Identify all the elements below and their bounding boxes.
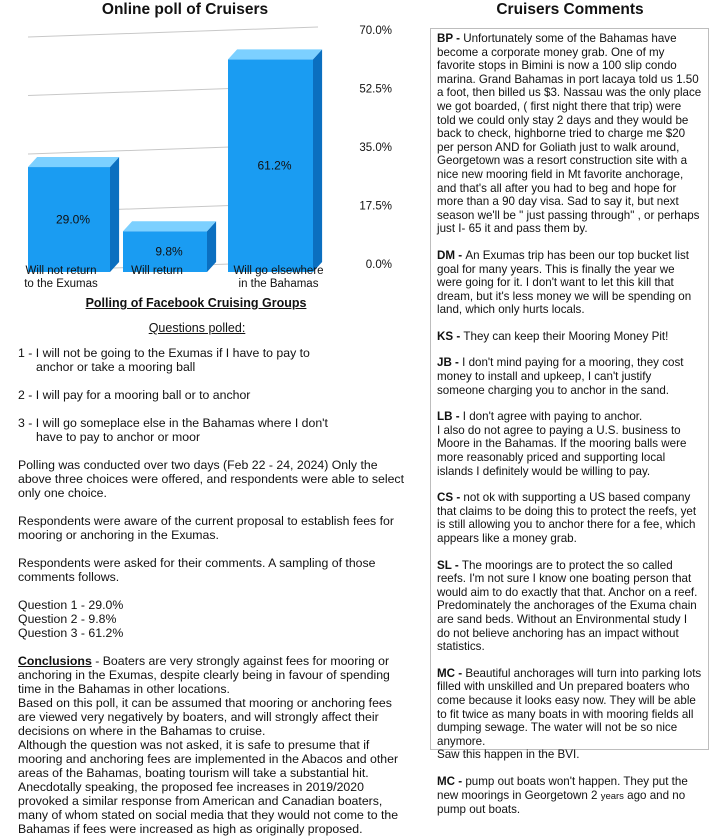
category-label: Will not return	[25, 265, 97, 277]
question-3: 3 - I will go someplace else in the Bahamas where I don't have to pay to anchor or moor	[18, 416, 328, 444]
polling-info: Polling was conducted over two days (Feb 22 - 24, 2024) Only the above three choices were offered, and respondents were able to select only one choice.	[18, 458, 405, 500]
category-label: Will return	[131, 265, 183, 277]
data-label: 29.0%	[55, 212, 91, 227]
bar-top	[228, 49, 322, 59]
result-1: Question 1 - 29.0%	[18, 598, 124, 612]
comments-title: Cruisers Comments	[496, 1, 644, 18]
bar-top	[28, 157, 119, 167]
bar-side	[313, 49, 322, 272]
comments-note: Respondents were asked for their comments. A sampling of those comments follows.	[18, 556, 376, 584]
poll-title: Polling of Facebook Cruising Groups	[85, 296, 307, 310]
comment-lb: LB - I don't agree with paying to anchor. I also do not agree to paying a U.S. business to Moore in the Bahamas. If the mooring balls were more reasonably priced and supporting local islands I definitely would be willing to pay.	[437, 410, 687, 478]
comment-jb: JB - I don't mind paying for a mooring, they cost money to install and upkeep, I can't justify someone charging you to anchor in the sand.	[437, 356, 684, 397]
y-tick-label: 0.0%	[365, 259, 392, 271]
comment-bp: BP - Unfortunately some of the Bahamas have become a corporate money grab. One of my favorite stops in Bimini is now a 100 slip condo marina. Grand Bahamas in port lacaya told us 1.50 a foot, then billed us $3. Nassau was the only place we got boarded, ( first night there that trip) were told we could only stay 2 days and they would be back to check, highborne tried to charge me $20 per person AND for Goliath just to walk around, Georgetown was a resort construction site with a nice new mooring field in Mt favorite anchorage, and that's all after you had to beg and hope for more than a 90 day visa. Sad to say it, but next season we'll be " just passing through" , or perhaps just I- 65 it and pass them by.	[437, 32, 702, 236]
comments-box	[430, 28, 709, 817]
bar-top	[123, 221, 216, 231]
conclusions-p3: Although the question was not asked, it is safe to presume that if mooring and anchoring fees are implemented in the Abacos and other areas of the Bahamas, boating tourism will take a substantial hit.	[18, 738, 399, 780]
comment-sl: SL - The moorings are to protect the so called reefs. I'm not sure I know one boating person that would aim to do exactly that that. Anchor on a reef. Predominately the anchorages of the Exuma chain are sand beds. Without an Environmental study I do not believe anchoring has an impact without statistics.	[437, 558, 698, 654]
conclusions-label: Conclusions	[18, 654, 92, 668]
y-tick-label: 35.0%	[359, 142, 392, 154]
conclusions: Conclusions - Boaters are very strongly against fees for mooring or anchoring in the Exumas, despite clearly being in favour of spending time in the Bahamas in other locations.	[18, 654, 390, 696]
bar-side	[110, 157, 119, 272]
right-panel	[420, 0, 720, 817]
data-label: 61.2%	[257, 158, 292, 173]
result-3: Question 3 - 61.2%	[18, 626, 124, 640]
poll-details	[18, 346, 410, 836]
conclusions-p4: Anecdotally speaking, the proposed fee increases in 2019/2020 provoked a similar response from American and Canadian boaters, many of whom stated on social media that they would not come to the Bahamas if fees were increased as high as originally proposed.	[18, 780, 399, 836]
category-label: Will go elsewhere	[233, 265, 324, 277]
data-label: 9.8%	[155, 244, 183, 259]
y-tick-label: 17.5%	[359, 200, 392, 213]
questions-heading: Questions polled:	[148, 321, 246, 335]
y-tick-label: 70.0%	[359, 25, 392, 37]
comment-ks: KS - They can keep their Mooring Money Pit!	[437, 329, 669, 343]
comment-mc-1: MC - Beautiful anchorages will turn into parking lots filled with unskilled and Un prepared boaters who come because it looks easy now. They will be able to fit twice as many boats in with mooring fields all dumping sewage. The water will not be so nice anymore. Saw this happen in the BVI.	[437, 666, 702, 762]
comment-dm: DM - An Exumas trip has been our top bucket list goal for many years. This is finally the year we were going for it. I don't want to let this kill that dream, but it's less money we will be spending on land, which only hurts locals.	[437, 248, 692, 317]
category-label: in the Bahamas	[238, 278, 319, 290]
question-1: 1 - I will not be going to the Exumas if I have to pay to anchor or take a mooring ball	[18, 346, 310, 374]
gridline	[28, 27, 318, 37]
category-label: to the Exumas	[24, 278, 98, 290]
comment-mc-2: MC - pump out boats won't happen. They put the new moorings in Georgetown 2 years ago and no pump out boats.	[437, 774, 688, 817]
result-2: Question 2 - 9.8%	[18, 612, 117, 626]
conclusions-p2: Based on this poll, it can be assumed that mooring or anchoring fees are viewed very negatively by boaters, and will strongly affect their decisions on where in the Bahamas to cruise.	[18, 696, 392, 738]
chart-title: Online poll of Cruisers	[101, 1, 269, 18]
question-2: 2 - I will pay for a mooring ball or to anchor	[18, 388, 251, 402]
awareness-note: Respondents were aware of the current proposal to establish fees for mooring or anchoring in the Exumas.	[18, 514, 394, 542]
poll-bar-chart	[0, 18, 420, 293]
y-tick-label: 52.5%	[359, 83, 392, 96]
comment-cs: CS - not ok with supporting a US based company that claims to be doing this to protect the reefs, yet is still allowing you to anchor there for a fee, which appears like a money grab.	[437, 491, 697, 545]
